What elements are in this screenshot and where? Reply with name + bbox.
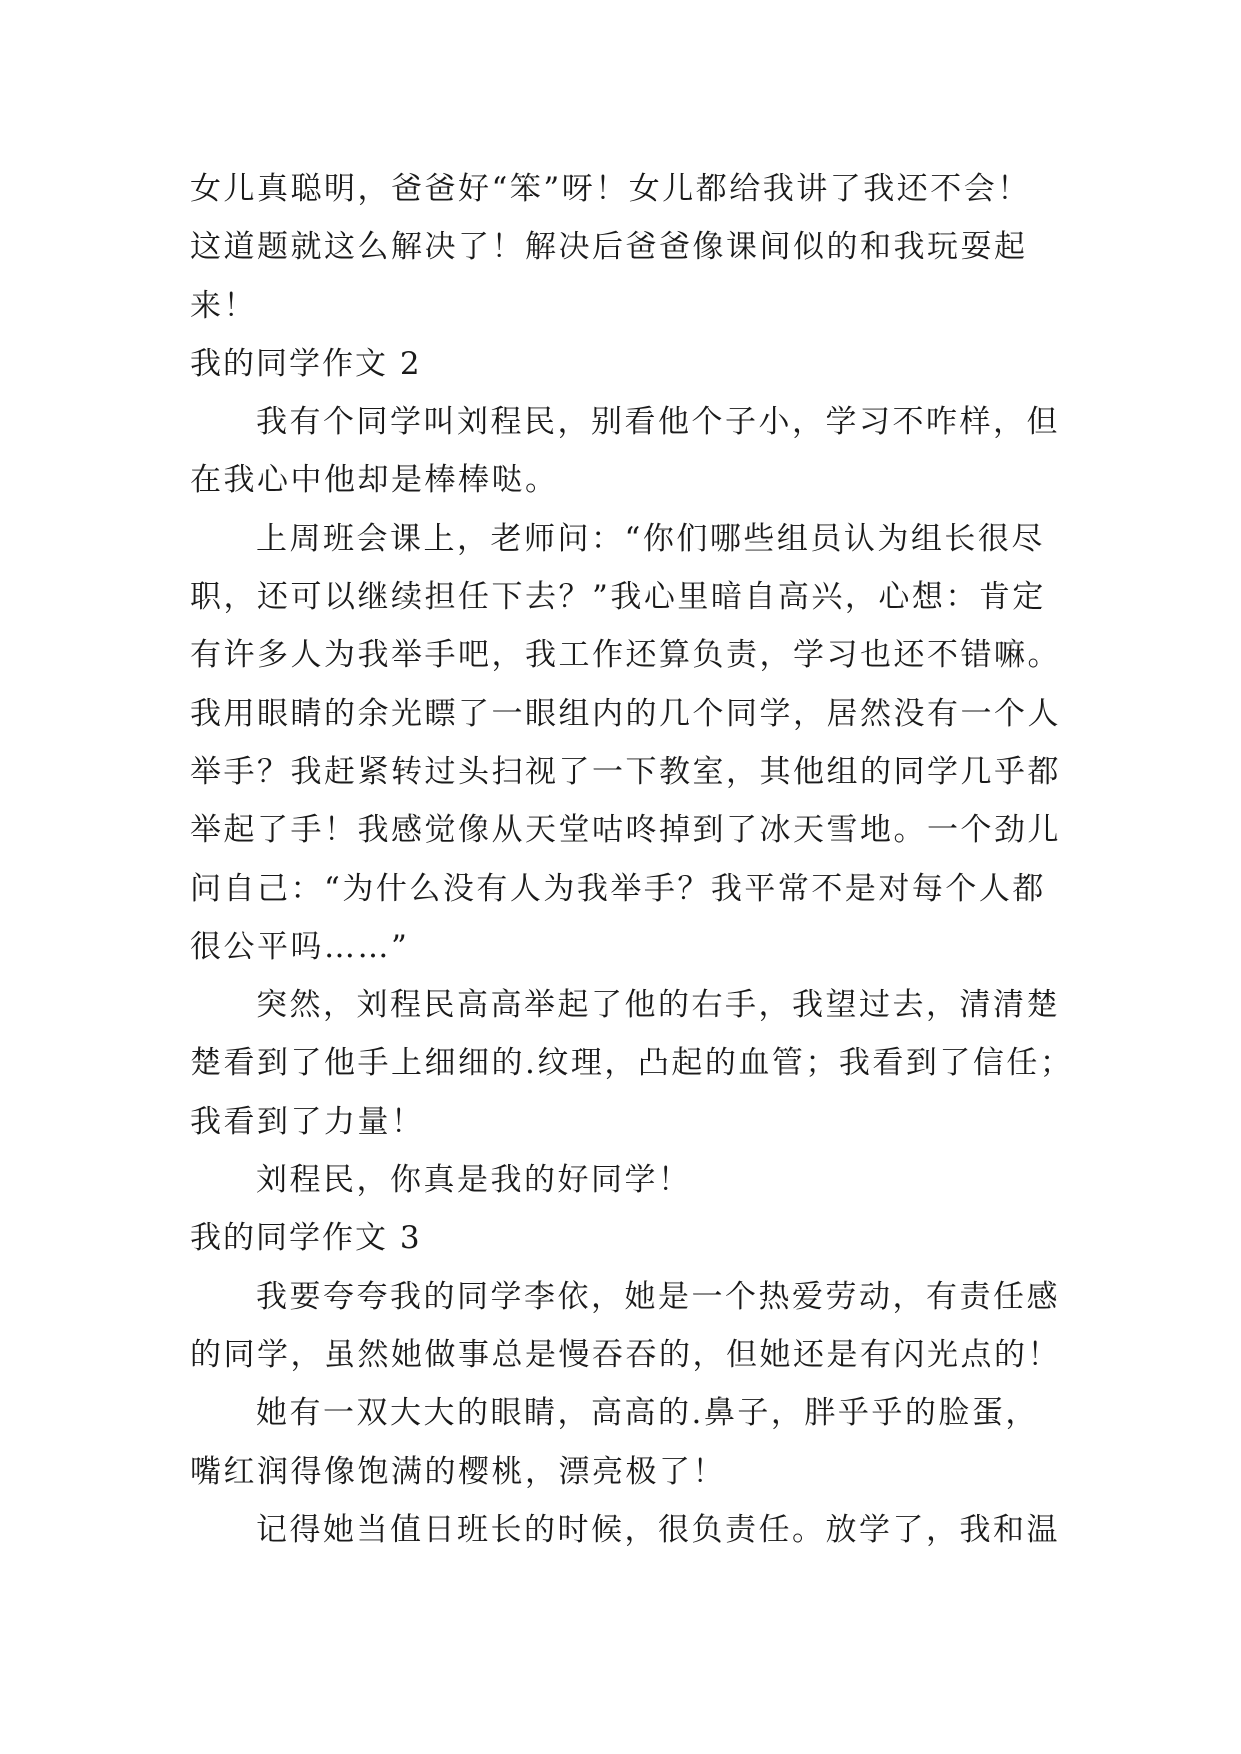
- text-line: 的同学，虽然她做事总是慢吞吞的，但她还是有闪光点的！: [190, 1336, 1061, 1373]
- text-line: 职，还可以继续担任下去？”我心里暗自高兴，心想：肯定: [190, 579, 1046, 616]
- text-line: 这道题就这么解决了！解决后爸爸像课间似的和我玩耍起: [190, 229, 1028, 266]
- text-line: 女儿真聪明，爸爸好“笨”呀！女儿都给我讲了我还不会！: [190, 171, 1031, 207]
- text-line: 突然，刘程民高高举起了他的右手，我望过去，清清楚: [256, 987, 1060, 1024]
- text-line: 她有一双大大的眼睛，高高的.鼻子，胖乎乎的脸蛋，: [256, 1395, 1039, 1432]
- text-line: 我有个同学叫刘程民，别看他个子小，学习不咋样，但: [256, 404, 1060, 441]
- text-line: 来！: [190, 287, 257, 324]
- text-line: 我用眼睛的余光瞟了一眼组内的几个同学，居然没有一个人: [190, 695, 1061, 732]
- section-heading: 我的同学作文 3: [190, 1220, 422, 1257]
- text-line: 我看到了力量！: [190, 1103, 425, 1140]
- text-line: 上周班会课上，老师问：“你们哪些组员认为组长很尽: [256, 520, 1045, 557]
- text-line: 在我心中他却是棒棒哒。: [190, 462, 559, 499]
- text-line: 有许多人为我举手吧，我工作还算负责，学习也还不错嘛。: [190, 637, 1061, 674]
- text-line: 刘程民，你真是我的好同学！: [256, 1162, 692, 1199]
- section-heading: 我的同学作文 2: [190, 345, 422, 382]
- text-line: 嘴红润得像饱满的樱桃，漂亮极了！: [190, 1453, 726, 1490]
- text-line: 楚看到了他手上细细的.纹理，凸起的血管；我看到了信任；: [190, 1045, 1074, 1082]
- text-line: 问自己：“为什么没有人为我举手？我平常不是对每个人都: [190, 870, 1046, 907]
- text-line: 举起了手！我感觉像从天堂咕咚掉到了冰天雪地。一个劲儿: [190, 812, 1061, 849]
- document-body: [190, 160, 1074, 1559]
- text-line: 记得她当值日班长的时候，很负责任。放学了，我和温: [256, 1511, 1060, 1548]
- text-line: 举手？我赶紧转过头扫视了一下教室，其他组的同学几乎都: [190, 753, 1061, 790]
- text-line: 很公平吗……”: [190, 928, 410, 965]
- text-line: 我要夸夸我的同学李依，她是一个热爱劳动，有责任感: [256, 1278, 1060, 1315]
